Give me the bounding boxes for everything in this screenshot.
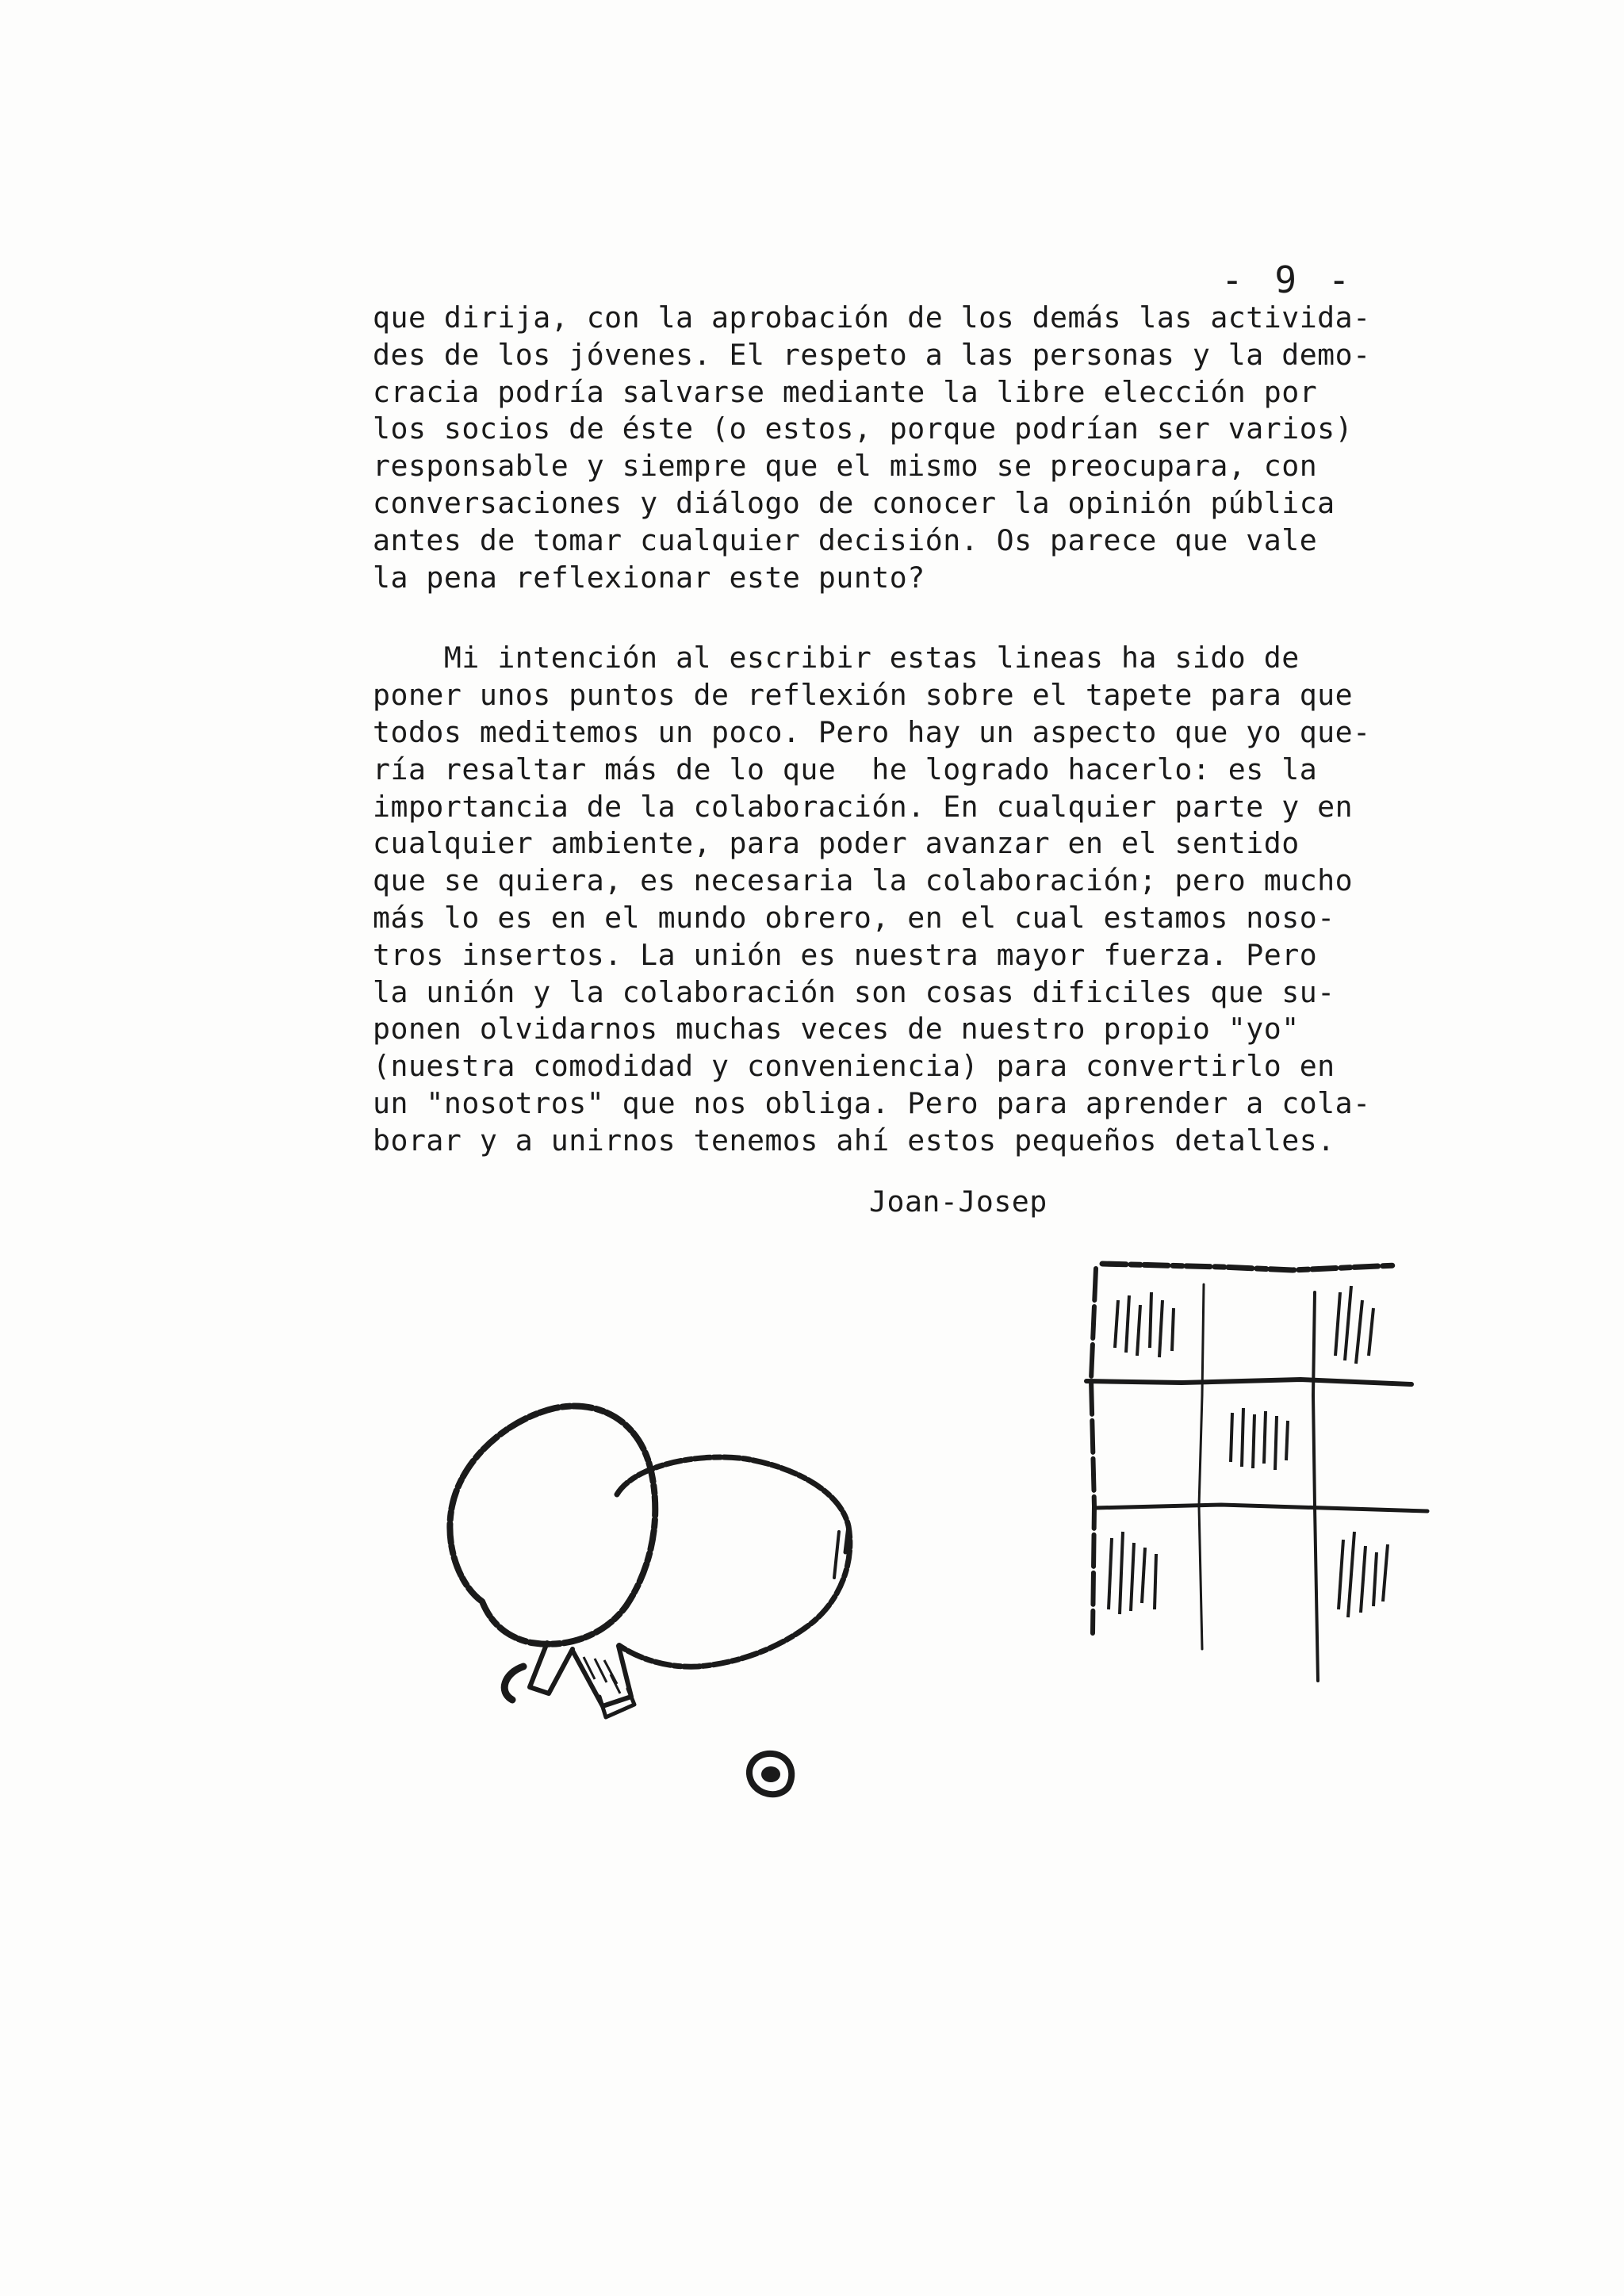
- tic-tac-toe-grid-drawing: [1063, 1237, 1435, 1712]
- paragraph-1: [373, 300, 1435, 596]
- text-line: tros insertos. La unión es nuestra mayor fuerza. Pero: [373, 937, 1318, 972]
- body-text: [373, 300, 1435, 1160]
- ping-pong-paddles-drawing: [365, 1364, 888, 1855]
- paragraph-2: [373, 640, 1435, 1159]
- text-line: conversaciones y diálogo de conocer la opinión pública: [373, 485, 1335, 520]
- text-line: Mi intención al escribir estas lineas ha sido de: [373, 641, 1300, 675]
- signature: Joan-Josep: [869, 1184, 1048, 1219]
- paragraph-gap: [373, 596, 1435, 640]
- text-line: todos meditemos un poco. Pero hay un aspecto que yo que-: [373, 714, 1371, 749]
- page-number: - 9 -: [1221, 258, 1355, 301]
- grid-sketch-icon: [1063, 1237, 1435, 1712]
- text-line: que dirija, con la aprobación de los demás las activida-: [373, 300, 1371, 335]
- text-line: más lo es en el mundo obrero, en el cual estamos noso-: [373, 900, 1335, 935]
- text-line: responsable y siempre que el mismo se preocupara, con: [373, 449, 1318, 484]
- ping-pong-paddles-icon: [365, 1364, 888, 1855]
- text-line: antes de tomar cualquier decisión. Os parece que vale: [373, 522, 1318, 557]
- text-line: que se quiera, es necesaria la colaboración; pero mucho: [373, 863, 1354, 898]
- text-line: ría resaltar más de lo que he logrado hacerlo: es la: [373, 752, 1318, 786]
- text-line: ponen olvidarnos muchas veces de nuestro propio "yo": [373, 1012, 1300, 1047]
- text-line: borar y a unirnos tenemos ahí estos pequeños detalles.: [373, 1123, 1335, 1158]
- text-line: cualquier ambiente, para poder avanzar en el sentido: [373, 826, 1300, 861]
- text-line: poner unos puntos de reflexión sobre el tapete para que: [373, 678, 1354, 713]
- text-line: cracia podría salvarse mediante la libre elección por: [373, 374, 1318, 409]
- text-line: importancia de la colaboración. En cualquier parte y en: [373, 789, 1354, 824]
- text-line: (nuestra comodidad y conveniencia) para convertirlo en: [373, 1049, 1335, 1084]
- text-line: un "nosotros" que nos obliga. Pero para aprender a cola-: [373, 1085, 1371, 1120]
- text-line: la pena reflexionar este punto?: [373, 560, 925, 595]
- text-line: los socios de éste (o estos, porque podrían ser varios): [373, 411, 1354, 446]
- text-line: la unión y la colaboración son cosas dificiles que su-: [373, 974, 1335, 1009]
- text-line: des de los jóvenes. El respeto a las personas y la demo-: [373, 337, 1371, 372]
